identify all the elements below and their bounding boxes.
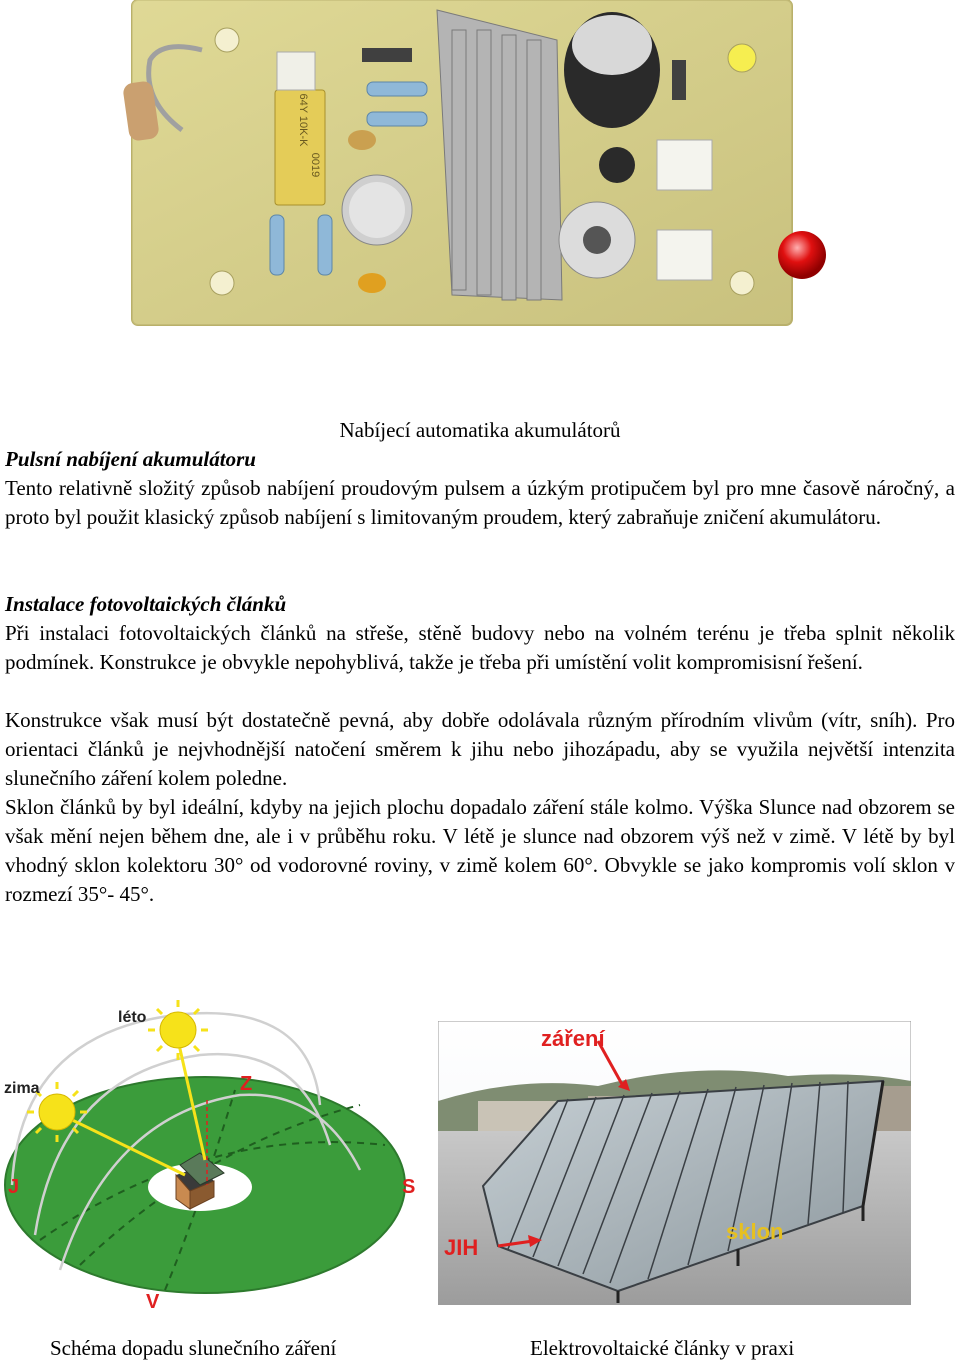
photo-caption: Elektrovoltaické články v praxi [530,1336,795,1360]
section-heading: Instalace fotovoltaických článků [5,592,287,616]
label-summer: léto [118,1009,147,1026]
section-heading: Pulsní nabíjení akumulátoru [5,447,256,471]
pcb-photo [122,0,836,328]
trimmer-code: 0019 [309,152,321,178]
paragraph: Konstrukce však musí být dostatečně pevná, aby dobře odolávala různým přírodním vlivům (vítr, sníh). Pro orientaci článků je nejvhodnější natočení směrem k jihu nebo jihozápadu, aby se využila největší intenzita slunečního záření kolem poledne. [5,708,955,790]
label-south: J [8,1176,20,1198]
paragraph: Při instalaci fotovoltaických článků na střeše, stěně budovy nebo na volném terénu je třeba splnit několik podmínek. Konstrukce je obvykle nepohyblivá, takže je třeba při umístění volit kompromisisní řešení. [5,621,955,674]
label-radiation: záření [541,1026,605,1051]
trimmer-label: 64Y 10K-K [297,93,309,147]
diagram-caption: Schéma dopadu slunečního záření [50,1336,337,1360]
label-tilt: sklon [726,1219,784,1244]
solar-panel-photo [438,1021,911,1305]
label-north: S [402,1176,416,1198]
page-caption: Nabíjecí automatika akumulátorů [339,418,621,442]
sun-path-diagram [0,995,425,1315]
paragraph: Tento relativně složitý způsob nabíjení proudovým pulsem a úzkým protipučem byl pro mne časově náročný, a proto byl použit klasický způsob nabíjení s limitovaným proudem, který zabraňuje zničení akumulátoru. [5,476,955,529]
label-east: V [146,1291,160,1313]
label-south-jih: JIH [444,1235,479,1260]
paragraph: Sklon článků by byl ideální, kdyby na jejich plochu dopadalo záření stále kolmo. Výška Slunce nad obzorem se však mění nejen během dne, ale i v průběhu roku. V létě je slunce nad obzorem výš než v zimě. V létě by byl vhodný sklon kolektoru 30° od vodorovné roviny, v zimě kolem 60°. Obvykle se jako kompromis volí sklon v rozmezí 35°- 45°. [5,795,955,906]
label-zenith: Z [240,1073,253,1095]
label-winter: zima [4,1080,40,1097]
summer-sun-icon [148,1000,208,1060]
